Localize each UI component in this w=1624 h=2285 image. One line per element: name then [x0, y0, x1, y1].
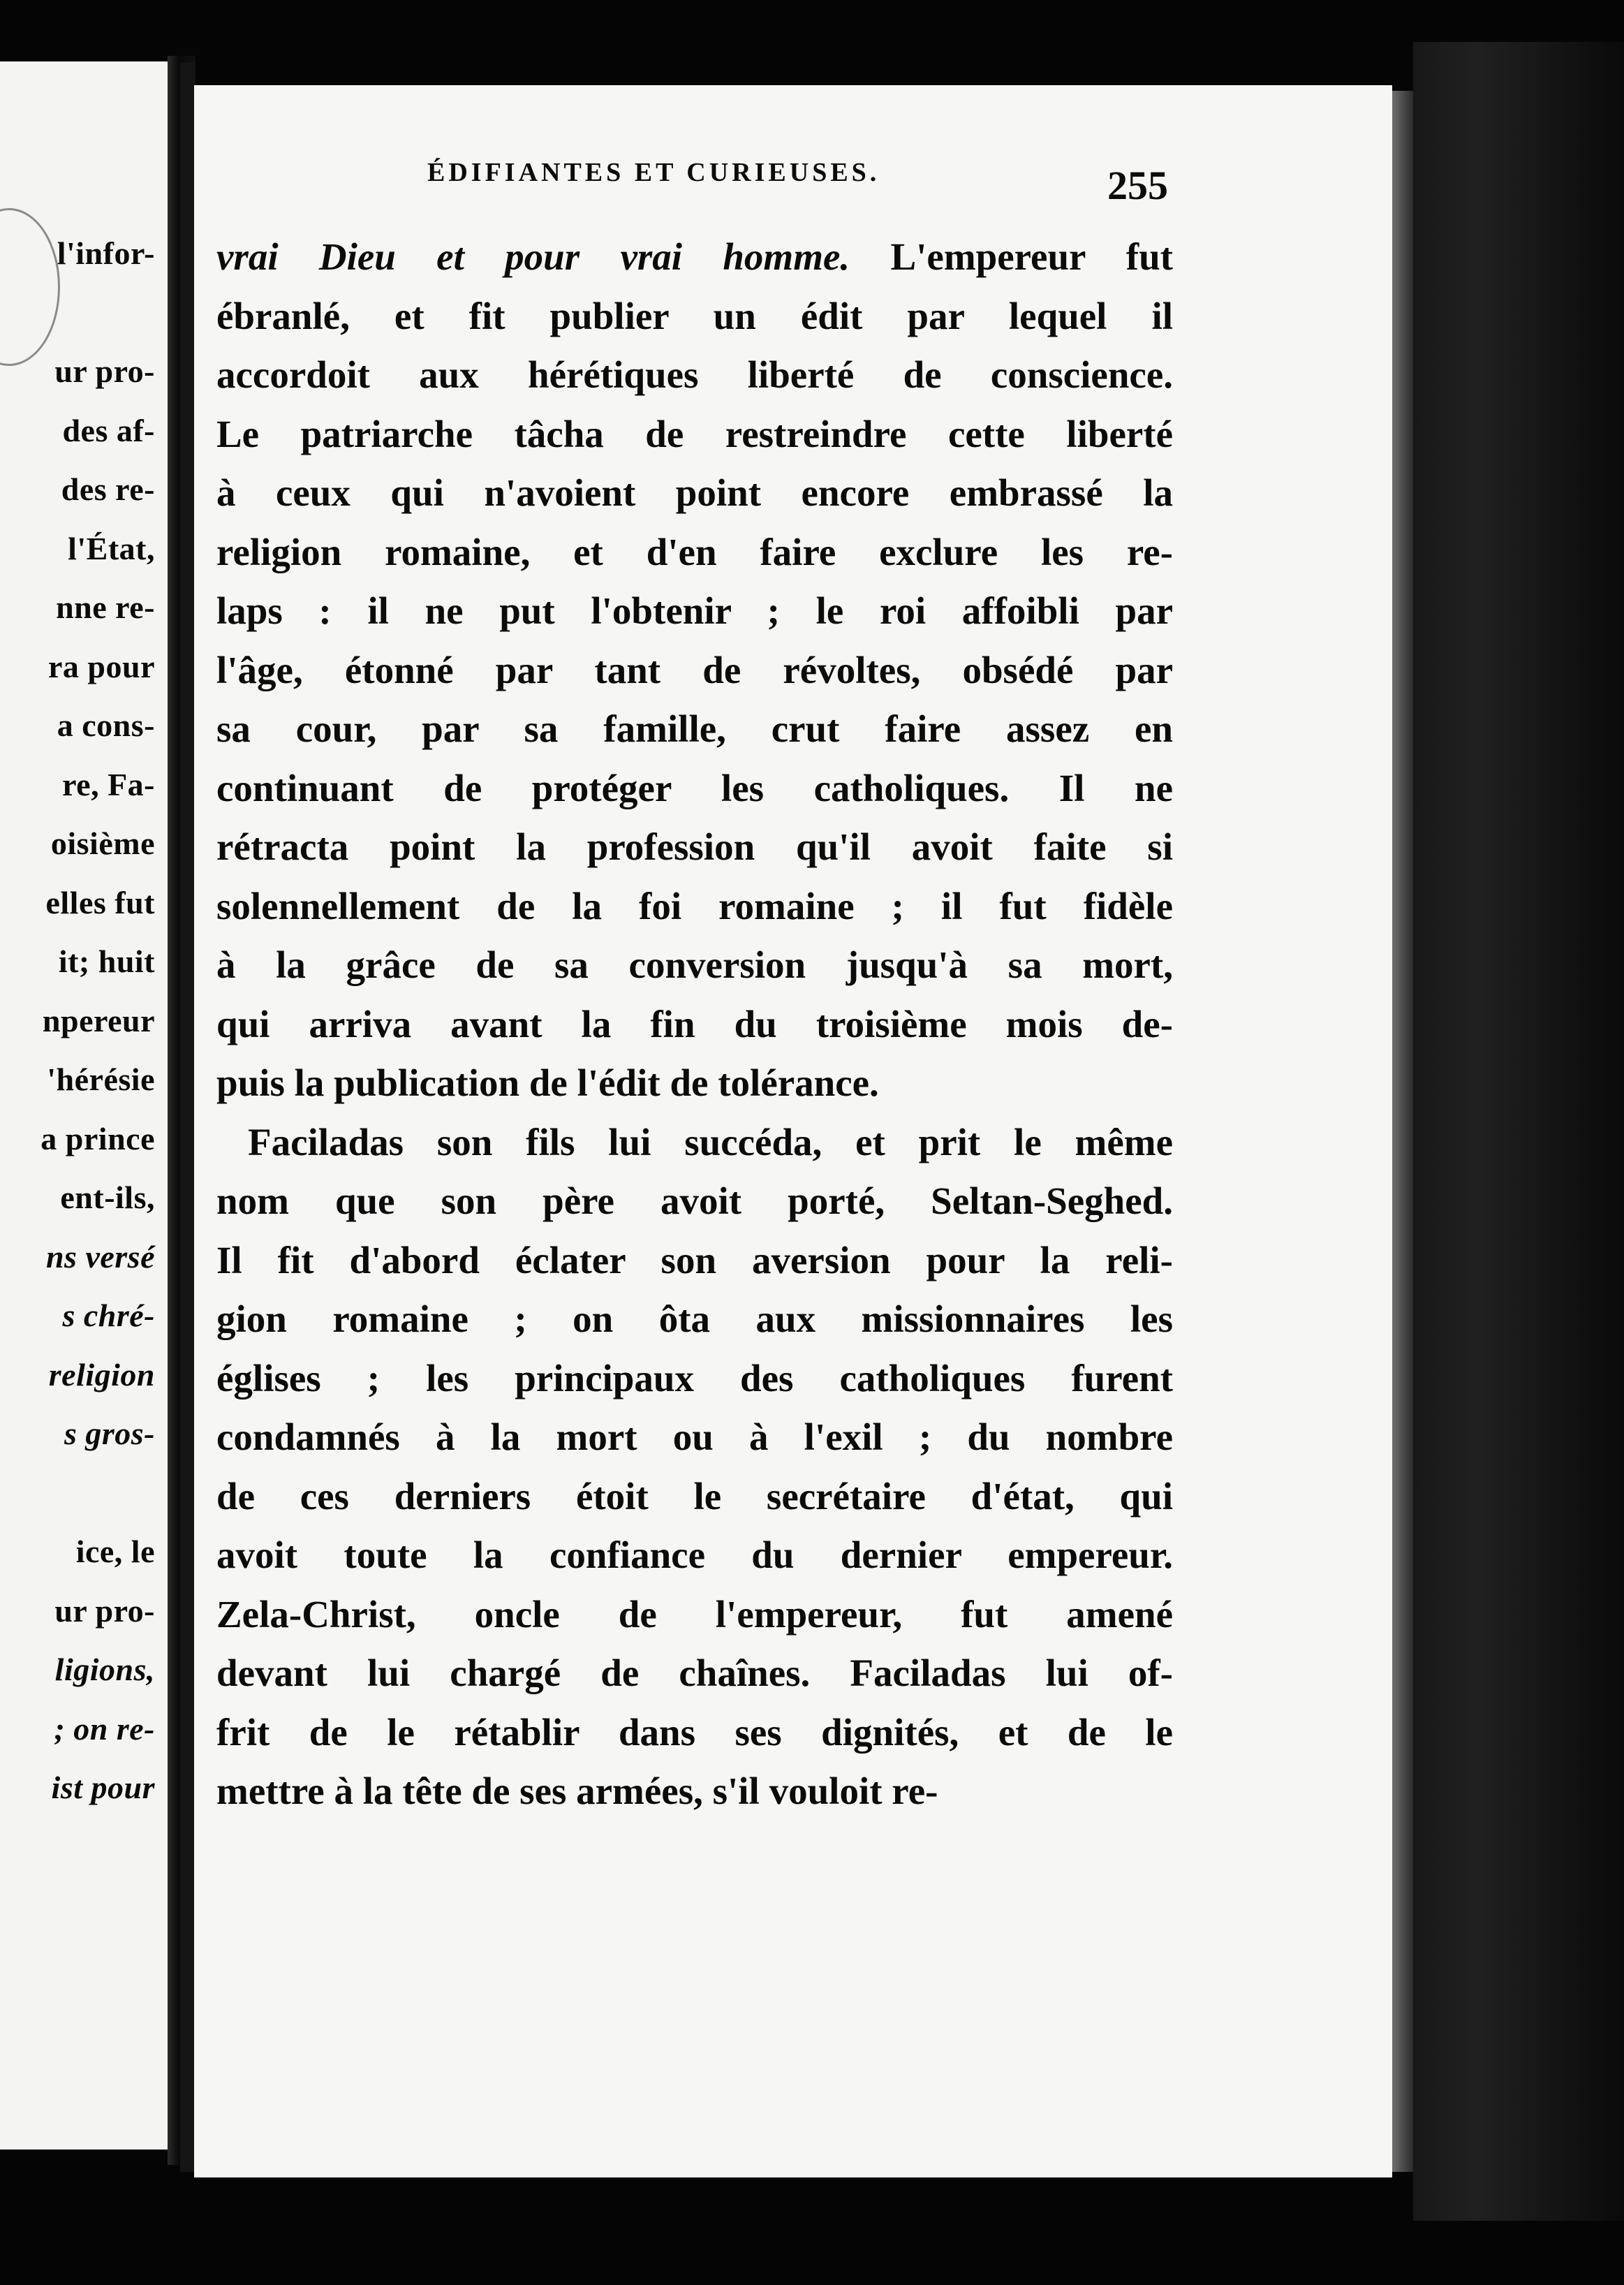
text-line: l'âge, étonné par tant de révoltes, obsédé par: [216, 648, 1173, 691]
italic-phrase: vrai Dieu et pour vrai homme.: [216, 235, 850, 278]
text-line: qui arriva avant la fin du troisième mois de-: [216, 1002, 1173, 1045]
text-line: religion romaine, et d'en faire exclure les re-: [216, 530, 1173, 573]
text-line: églises ; les principaux des catholiques furent: [216, 1356, 1173, 1399]
text-line: [216, 237, 1173, 276]
text-line: avoit toute la confiance du dernier empereur.: [216, 1534, 1173, 1576]
text-line: continuant de protéger les catholiques. Il ne: [216, 766, 1173, 809]
left-text-fragment: s chré-: [62, 1298, 155, 1333]
page-number: 255: [1107, 163, 1168, 208]
left-text-fragment: 'hérésie: [47, 1061, 155, 1097]
text-line: frit de le rétablir dans ses dignités, et de le: [216, 1710, 1173, 1754]
text-line: solennellement de la foi romaine ; il fut fidèle: [216, 884, 1173, 927]
text-line: laps : il ne put l'obtenir ; le roi affoibli par: [216, 589, 1173, 632]
text-line: à la grâce de sa conversion jusqu'à sa mort,: [216, 943, 1173, 986]
text-line: accordoit aux hérétiques liberté de conscience.: [216, 353, 1173, 396]
text-line: puis la publication de l'édit de tolérance.: [216, 1061, 879, 1104]
left-text-fragment: des re-: [61, 471, 155, 507]
running-head: ÉDIFIANTES ET CURIEUSES.: [427, 158, 880, 187]
left-text-fragment: oisième: [50, 825, 155, 861]
text-line: de ces derniers étoit le secrétaire d'état, qui: [216, 1474, 1173, 1518]
left-text-fragment: ur pro-: [54, 1592, 155, 1629]
left-text-fragment: ice, le: [75, 1534, 155, 1569]
left-text-fragment: s gros-: [64, 1416, 155, 1451]
left-text-fragment: a cons-: [57, 707, 155, 743]
text-line: sa cour, par sa famille, crut faire assez en: [216, 707, 1173, 750]
text-run: L'empereur fut: [850, 235, 1173, 278]
text-line: mettre à la tête de ses armées, s'il vouloit re-: [216, 1770, 938, 1812]
left-text-fragment: ; on re-: [54, 1710, 155, 1747]
text-line: gion romaine ; on ôta aux missionnaires les: [216, 1298, 1173, 1340]
text-line: Faciladas son fils lui succéda, et prit le même: [248, 1120, 1173, 1163]
left-text-fragment: ur pro-: [54, 353, 155, 389]
left-text-fragment: ligions,: [54, 1652, 155, 1687]
left-text-fragment: a prince: [40, 1120, 155, 1156]
text-line: nom que son père avoit porté, Seltan-Seghed.: [216, 1180, 1173, 1222]
left-text-fragment: re, Fa-: [62, 766, 155, 802]
left-text-fragment: religion: [48, 1356, 155, 1393]
left-text-fragment: ns versé: [45, 1238, 155, 1274]
text-line: condamnés à la mort ou à l'exil ; du nombre: [216, 1416, 1173, 1458]
left-text-fragment: ra pour: [48, 648, 155, 684]
left-text-fragment: nne re-: [56, 589, 155, 625]
text-line: Il fit d'abord éclater son aversion pour la reli-: [216, 1238, 1173, 1281]
left-text-fragment: it; huit: [58, 943, 155, 979]
left-text-fragment: ent-ils,: [60, 1180, 155, 1215]
text-line: devant lui chargé de chaînes. Faciladas lui of-: [216, 1652, 1173, 1694]
text-line: à ceux qui n'avoient point encore embrassé la: [216, 471, 1173, 514]
left-text-fragment: des af-: [62, 412, 155, 448]
text-line: Le patriarche tâcha de restreindre cette liberté: [216, 412, 1173, 455]
left-text-fragment: ist pour: [51, 1770, 155, 1805]
left-text-fragment: l'État,: [68, 530, 155, 566]
text-line: ébranlé, et fit publier un édit par lequel il: [216, 294, 1173, 337]
left-text-fragment: elles fut: [45, 884, 155, 920]
text-line: rétracta point la profession qu'il avoit faite si: [216, 825, 1173, 868]
left-text-fragment: l'infor-: [57, 235, 155, 271]
text-line: Zela-Christ, oncle de l'empereur, fut amené: [216, 1592, 1173, 1636]
left-text-fragment: npereur: [42, 1002, 155, 1038]
